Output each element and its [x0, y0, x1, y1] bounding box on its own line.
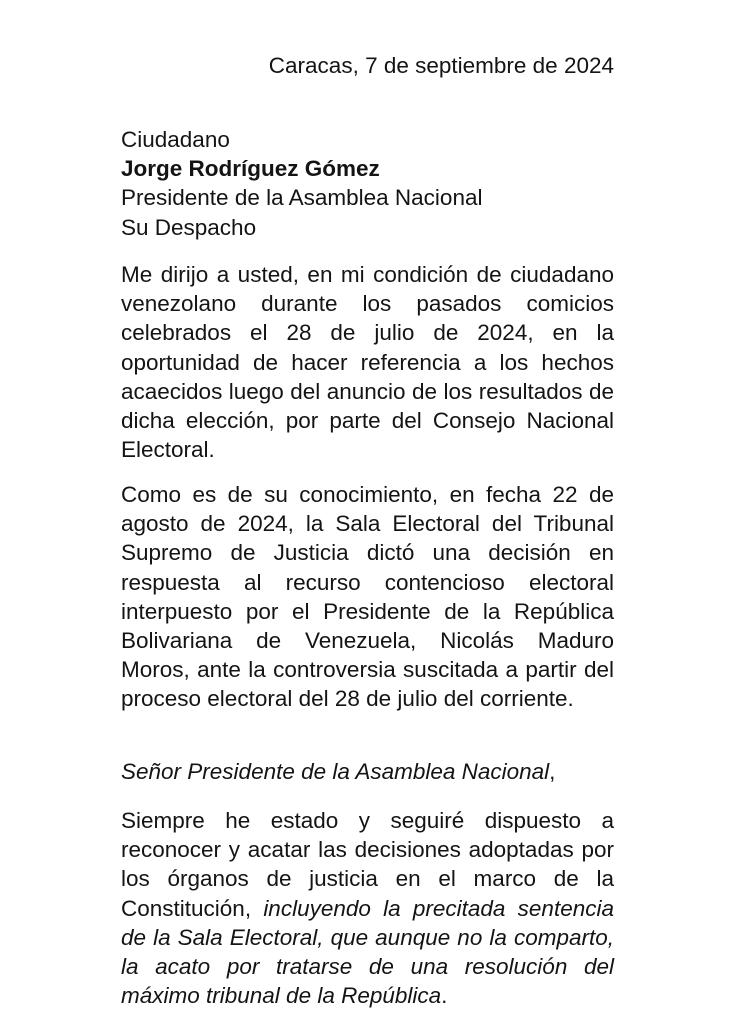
letter-date: Caracas, 7 de septiembre de 2024 [268, 53, 614, 78]
address-line [121, 757, 614, 786]
recipient-office: Su Despacho [121, 214, 257, 240]
paragraph-tsj-decision: Como es de su conocimiento, en fecha 22 de agosto de 2024, la Sala Electoral del Tribunal Supremo de Justicia dictó una decisión en respuesta al recurso contencioso electoral interpuesto por el Presidente de la República Bolivariana de Venezuela, Nicolás Maduro Moros, ante la controversia suscitada a partir del proceso electoral del 28 de julio del corriente. [121, 482, 614, 712]
address-line-punct: , [549, 759, 556, 784]
recipient-name: Jorge Rodríguez Gómez [121, 156, 380, 182]
paragraph-acceptance-italic: incluyendo la precitada sentencia de la Sala Electoral, que aunque no la comparto, la acato por tratarse de una resolución del máximo tribunal de la República [121, 895, 614, 1009]
recipient-salutation: Ciudadano [121, 127, 230, 152]
paragraph-intro: Me dirijo a usted, en mi condición de ciudadano venezolano durante los pasados comicios celebrados el 28 de julio de 2024, en la oportunidad de hacer referencia a los hechos acaecidos luego del anuncio de los resultados de dicha elección, por parte del Consejo Nacional Electoral. [121, 262, 614, 463]
paragraph-acceptance-end: . [441, 983, 448, 1009]
address-line-text: Señor Presidente de la Asamblea Nacional [121, 759, 550, 784]
recipient-title: Presidente de la Asamblea Nacional [121, 185, 483, 211]
paragraph-acceptance-intro: Siempre he estado y seguiré dispuesto a reconocer y acatar las decisiones adoptadas por los órganos de justicia en el marco de la Constitución, [121, 808, 614, 921]
paragraph-acceptance [121, 806, 614, 1010]
recipient-block [121, 125, 621, 242]
